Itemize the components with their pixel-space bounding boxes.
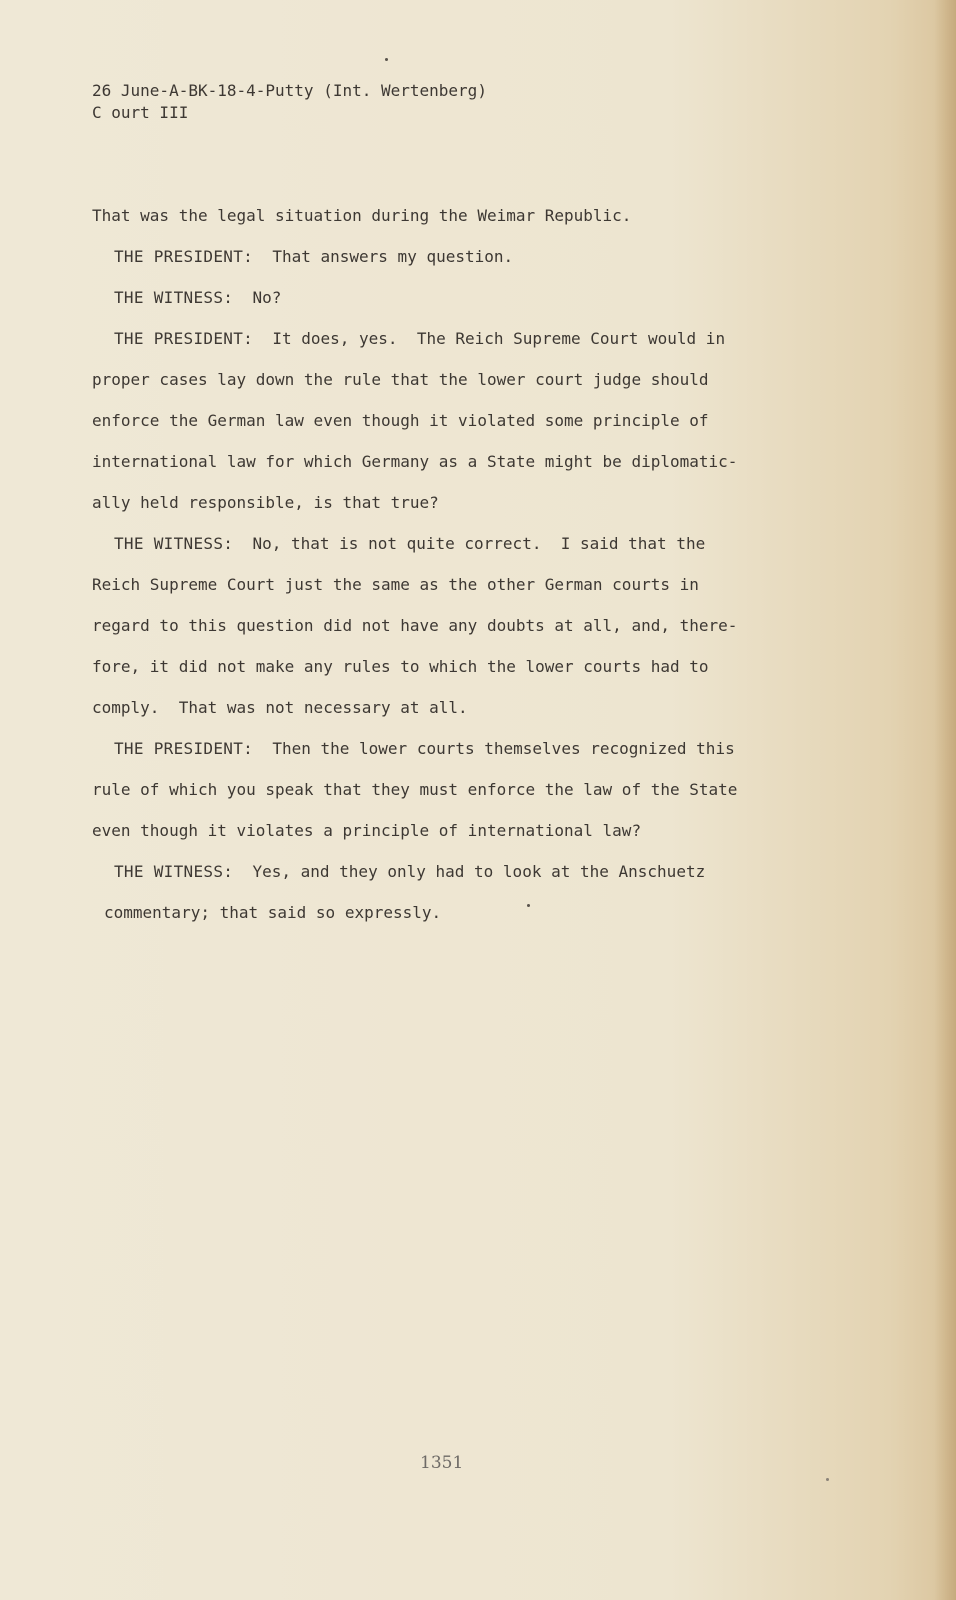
speaker-label: THE WITNESS: — [114, 534, 234, 553]
speaker-label: THE PRESIDENT: — [114, 247, 254, 266]
transcript-line: proper cases lay down the rule that the lower court judge should — [92, 370, 709, 389]
speaker-label: THE WITNESS: — [114, 862, 234, 881]
speaker-label: THE PRESIDENT: — [114, 329, 254, 348]
speaker-label: THE WITNESS: — [114, 288, 234, 307]
header-line-1: 26 June-A-BK-18-4-Putty (Int. Wertenberg) — [92, 81, 487, 100]
speech-text: Yes, and they only had to look at the Anschuetz — [252, 862, 706, 881]
transcript-line: Reich Supreme Court just the same as the other German courts in — [92, 575, 699, 594]
paper-speck — [527, 904, 530, 907]
transcript-line: international law for which Germany as a State might be diplomatic- — [92, 452, 738, 471]
paper-edge-shadow — [934, 0, 956, 1600]
speech-text: Then the lower courts themselves recognized this — [272, 739, 735, 758]
transcript-line — [92, 246, 792, 287]
document-header — [92, 80, 487, 124]
header-line-2: C ourt III — [92, 103, 189, 122]
transcript-line — [92, 533, 792, 574]
transcript-line: comply. That was not necessary at all. — [92, 698, 468, 717]
transcript-line: regard to this question did not have any doubts at all, and, there- — [92, 616, 738, 635]
transcript-line — [92, 861, 792, 902]
transcript-line: fore, it did not make any rules to which the lower courts had to — [92, 657, 709, 676]
transcript-body — [92, 205, 792, 943]
speech-text: No? — [252, 288, 282, 307]
transcript-line: even though it violates a principle of international law? — [92, 821, 642, 840]
speech-text: No, that is not quite correct. I said that the — [252, 534, 706, 553]
page-number: 1351 — [420, 1453, 464, 1473]
transcript-line — [92, 738, 792, 779]
transcript-line: ally held responsible, is that true? — [92, 493, 439, 512]
speaker-label: THE PRESIDENT: — [114, 739, 254, 758]
transcript-line — [92, 287, 792, 328]
transcript-line — [92, 328, 792, 369]
paper-speck — [826, 1478, 829, 1481]
transcript-line: enforce the German law even though it violated some principle of — [92, 411, 709, 430]
speech-text: It does, yes. The Reich Supreme Court would in — [272, 329, 726, 348]
transcript-line: That was the legal situation during the Weimar Republic. — [92, 206, 632, 225]
transcript-line: commentary; that said so expressly. — [104, 903, 442, 922]
paper-speck — [385, 58, 388, 61]
speech-text: That answers my question. — [272, 247, 514, 266]
transcript-line: rule of which you speak that they must enforce the law of the State — [92, 780, 738, 799]
